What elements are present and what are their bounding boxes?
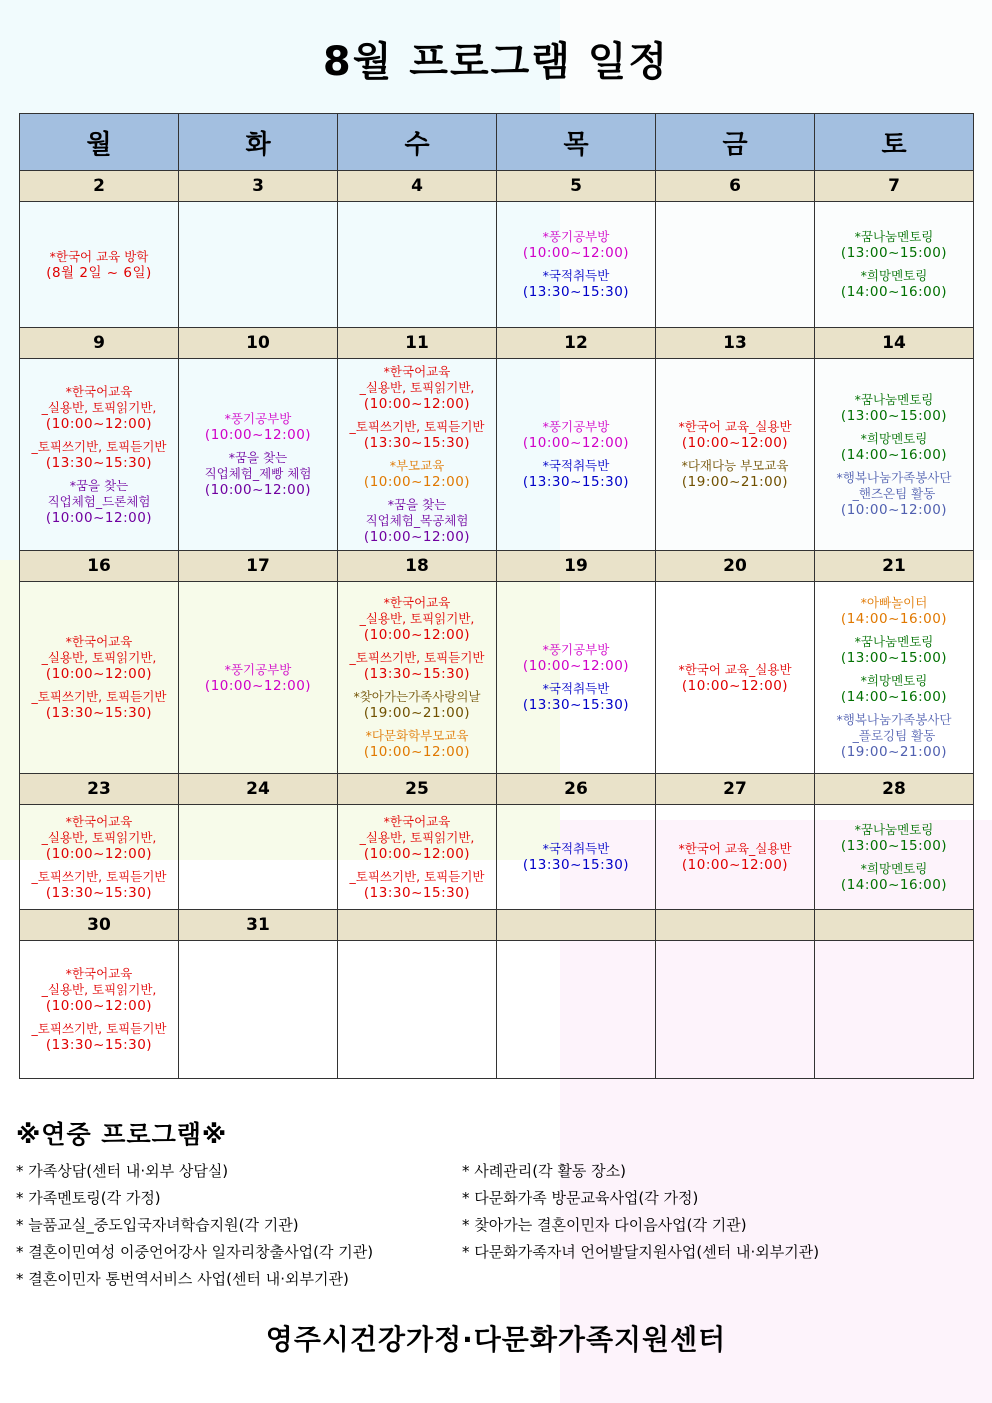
event-entry [523,229,629,261]
event-name: _토픽쓰기반, 토픽듣기반 [349,419,485,434]
year-round-item: * 다문화가족 방문교육사업(각 가정) [462,1189,699,1207]
event-time: (10:00~12:00) [363,845,471,862]
year-round-item: * 늘품교실_중도입국자녀학습지원(각 기관) [16,1216,299,1234]
event-time: (14:00~16:00) [840,446,948,463]
date-cell: 9 [20,328,179,359]
event-name: *희망멘토링 [860,430,928,446]
weekday-header: 목 [497,114,656,171]
day-cell [20,582,179,774]
date-cell: 17 [179,551,338,582]
event-name: *꿈을 찾는 [387,497,447,512]
event-entry [841,822,947,854]
year-round-item: * 결혼이민여성 이중언어강사 일자리창출사업(각 기관) [16,1243,374,1261]
day-cell [497,202,656,328]
year-round-title: ※연중 프로그램※ [16,1120,228,1149]
event-time: (10:00~12:00) [45,509,153,526]
event-name: _토픽쓰기반, 토픽듣기반 [31,868,167,884]
day-cell [338,359,497,551]
event-entry [841,595,947,627]
event-entry [205,411,311,443]
event-entry [32,869,167,901]
event-name: *풍기공부방 [224,411,292,426]
event-time: (10:00~12:00) [45,666,153,682]
event-time: (10:00~12:00) [204,482,312,498]
event-name: *한국어교육 [383,364,451,379]
event-entry [350,650,485,682]
date-cell: 12 [497,328,656,359]
event-time: (13:30~15:30) [45,1037,153,1053]
event-entry [523,419,629,451]
event-name: *다재다능 부모교육 [681,458,789,473]
event-time: (13:30~15:30) [45,884,153,901]
event-time: (8월 2일 ~ 6일) [46,264,152,281]
event-time: (10:00~12:00) [204,427,312,443]
events-row [20,202,974,328]
day-cell [497,941,656,1079]
event-entry [523,458,629,490]
event-entry [841,634,947,666]
page-title: 8월 프로그램 일정 [322,39,670,85]
event-name-line2: 직업체험_제빵 체험 [204,466,312,481]
date-cell: 4 [338,171,497,202]
event-entry [841,431,947,463]
event-name: *한국어교육 [65,966,133,981]
event-name: *희망멘토링 [860,860,928,876]
event-entry [42,634,157,682]
date-cell: 24 [179,774,338,805]
event-name: *꿈나눔멘토링 [854,229,934,244]
date-row [20,910,974,941]
event-name-line2: _실용반, 토픽읽기반, [359,611,475,626]
event-time: (10:00~12:00) [363,396,471,412]
event-entry [205,450,312,498]
year-round-item: * 가족상담(센터 내·외부 상담실) [16,1162,229,1180]
event-entry [678,419,791,451]
event-entry [841,861,947,893]
event-time: (10:00~12:00) [681,857,789,873]
date-row [20,551,974,582]
date-cell: 2 [20,171,179,202]
day-cell [656,805,815,910]
event-time: (13:30~15:30) [522,474,630,490]
event-name: *국적취득반 [542,841,610,856]
event-time: (10:00~12:00) [522,658,630,674]
event-name: *부모교육 [389,458,445,473]
day-cell [656,941,815,1079]
date-cell: 7 [815,171,974,202]
date-cell: 28 [815,774,974,805]
event-entry [42,814,157,862]
event-entry [523,681,629,713]
day-cell [179,359,338,551]
day-cell [20,359,179,551]
event-time: (10:00~12:00) [363,474,471,490]
day-cell [20,941,179,1079]
event-name: *꿈을 찾는 [228,450,288,465]
event-name: *행복나눔가족봉사단 [836,712,952,727]
event-time: (14:00~16:00) [840,876,948,893]
event-entry [32,689,167,721]
event-entry [841,673,947,705]
date-row [20,774,974,805]
day-cell [497,359,656,551]
date-cell: 30 [20,910,179,941]
day-cell [656,582,815,774]
event-time: (13:30~15:30) [363,884,471,901]
event-entry [678,662,791,694]
event-time: (13:30~15:30) [45,705,153,721]
event-name-line2: _실용반, 토픽읽기반, [41,982,157,997]
date-cell: 20 [656,551,815,582]
weekday-header: 토 [815,114,974,171]
event-time: (13:00~15:00) [840,407,948,424]
event-entry [841,268,947,300]
event-name: *국적취득반 [542,268,610,283]
event-name: *한국어 교육_실용반 [678,419,792,434]
event-time: (14:00~16:00) [840,611,948,627]
day-cell [815,941,974,1079]
event-name: *꿈나눔멘토링 [854,634,934,649]
event-name: *풍기공부방 [542,419,610,434]
event-name: _토픽쓰기반, 토픽듣기반 [31,689,167,704]
day-cell [656,202,815,328]
event-name-line2: _실용반, 토픽읽기반, [41,399,157,415]
event-name-line2: 직업체험_드론체험 [47,493,151,509]
day-cell [179,805,338,910]
year-round-item: * 다문화가족자녀 언어발달지원사업(센터 내·외부기관) [462,1243,820,1261]
date-cell: 21 [815,551,974,582]
day-cell [338,582,497,774]
event-entry [360,364,475,412]
day-cell [20,202,179,328]
event-name: *풍기공부방 [542,642,610,657]
event-name: *꿈나눔멘토링 [854,391,934,407]
event-time: (10:00~12:00) [522,435,630,451]
event-name-line2: _핸즈온팀 활동 [852,485,936,501]
date-cell: 3 [179,171,338,202]
date-cell: 11 [338,328,497,359]
day-cell [338,202,497,328]
event-name: *한국어 교육 방학 [49,248,149,264]
event-time: (19:00~21:00) [363,705,471,721]
event-entry [350,419,485,451]
event-time: (10:00~12:00) [522,245,630,261]
event-name-line2: _실용반, 토픽읽기반, [41,829,157,845]
event-time: (10:00~12:00) [45,998,153,1014]
event-name: *꿈나눔멘토링 [854,821,934,837]
monthly-calendar [19,113,974,1079]
date-cell: 23 [20,774,179,805]
weekday-header: 금 [656,114,815,171]
day-cell [656,359,815,551]
day-cell [179,941,338,1079]
event-entry [364,728,470,760]
event-entry [523,841,629,873]
event-name-line2: _실용반, 토픽읽기반, [359,829,475,845]
date-cell: 13 [656,328,815,359]
year-round-item: * 결혼이민자 통번역서비스 사업(센터 내·외부기관) [16,1270,349,1288]
date-cell [497,910,656,941]
day-cell [338,941,497,1079]
event-name: *행복나눔가족봉사단 [836,469,952,485]
event-entry [353,689,480,721]
event-name: *한국어교육 [383,595,451,610]
event-entry [32,1021,167,1053]
event-time: (13:30~15:30) [522,857,630,873]
event-time: (13:00~15:00) [840,650,948,666]
weekday-header: 수 [338,114,497,171]
day-cell [20,805,179,910]
event-name-line2: _실용반, 토픽읽기반, [41,650,157,665]
event-time: (10:00~12:00) [45,845,153,862]
event-time: (10:00~12:00) [681,435,789,451]
event-entry [42,966,157,1014]
date-cell: 19 [497,551,656,582]
date-cell: 5 [497,171,656,202]
event-entry [837,470,952,518]
event-entry [678,841,791,873]
date-cell: 26 [497,774,656,805]
event-name: _토픽쓰기반, 토픽듣기반 [349,650,485,665]
event-entry [523,642,629,674]
event-time: (10:00~12:00) [363,627,471,643]
year-round-item: * 찾아가는 결혼이민자 다이음사업(각 기관) [462,1216,747,1234]
event-time: (19:00~21:00) [840,744,948,760]
date-row [20,328,974,359]
event-name: *희망멘토링 [860,268,928,283]
event-name: *한국어교육 [65,813,133,829]
day-cell [497,805,656,910]
event-entry [32,439,167,471]
event-entry [360,595,475,643]
event-entry [841,229,947,261]
day-cell [815,805,974,910]
date-cell: 27 [656,774,815,805]
event-name-line2: _실용반, 토픽읽기반, [359,380,475,395]
event-name: _토픽쓰기반, 토픽듣기반 [31,438,167,454]
event-name: *꿈을 찾는 [69,477,129,493]
event-time: (10:00~12:00) [681,677,789,694]
event-time: (13:00~15:00) [840,245,948,261]
event-entry [42,384,157,432]
events-row [20,941,974,1079]
event-time: (14:00~16:00) [840,284,948,300]
event-entry [841,392,947,424]
day-cell [338,805,497,910]
event-name: *희망멘토링 [860,673,928,688]
event-name: *풍기공부방 [224,661,292,677]
event-time: (13:00~15:00) [840,837,948,854]
weekday-header: 월 [20,114,179,171]
event-entry [205,662,311,694]
event-name: *다문화학부모교육 [365,728,469,743]
event-name: *한국어교육 [383,813,451,829]
event-time: (13:30~15:30) [363,666,471,682]
event-name: *국적취득반 [542,458,610,473]
event-entry [360,814,475,862]
date-cell: 14 [815,328,974,359]
event-time: (10:00~12:00) [363,744,471,760]
organization-name: 영주시건강가정·다문화가족지원센터 [265,1323,727,1356]
event-time: (14:00~16:00) [840,689,948,705]
event-time: (19:00~21:00) [681,474,789,490]
event-entry [682,458,789,490]
event-entry [46,249,152,281]
day-cell [815,202,974,328]
events-row [20,805,974,910]
date-cell [656,910,815,941]
weekday-header-row [20,114,974,171]
day-cell [815,582,974,774]
event-time: (13:30~15:30) [522,284,630,300]
date-cell: 10 [179,328,338,359]
event-name-line2: 직업체험_목공체험 [365,513,469,528]
event-time: (10:00~12:00) [45,415,153,432]
year-round-item: * 가족멘토링(각 가정) [16,1189,161,1207]
event-time: (13:30~15:30) [363,435,471,451]
event-name: *풍기공부방 [542,229,610,244]
event-entry [523,268,629,300]
event-entry [364,497,470,545]
date-row [20,171,974,202]
day-cell [497,582,656,774]
event-entry [364,458,470,490]
events-row [20,359,974,551]
event-time: (13:30~15:30) [45,454,153,471]
event-name: *한국어교육 [65,383,133,399]
year-round-item: * 사례관리(각 활동 장소) [462,1162,626,1180]
event-name: _토픽쓰기반, 토픽듣기반 [31,1021,167,1036]
event-name: *한국어 교육_실용반 [678,661,792,677]
events-row [20,582,974,774]
day-cell [179,582,338,774]
event-time: (10:00~12:00) [363,529,471,545]
event-entry [350,869,485,901]
date-cell: 16 [20,551,179,582]
event-name: _토픽쓰기반, 토픽듣기반 [349,868,485,884]
event-name: *아빠놀이터 [860,595,928,610]
event-name: *한국어 교육_실용반 [678,841,792,856]
day-cell [179,202,338,328]
event-entry [46,478,152,526]
date-cell: 31 [179,910,338,941]
event-time: (10:00~12:00) [840,501,948,518]
event-time: (10:00~12:00) [204,677,312,694]
date-cell: 25 [338,774,497,805]
day-cell [815,359,974,551]
date-cell [338,910,497,941]
event-name: *한국어교육 [65,634,133,649]
weekday-header: 화 [179,114,338,171]
event-time: (13:30~15:30) [522,697,630,713]
event-name: *국적취득반 [542,681,610,696]
date-cell: 18 [338,551,497,582]
event-name: *찾아가는가족사랑의날 [353,689,481,704]
event-entry [837,712,952,760]
date-cell [815,910,974,941]
event-name-line2: _플로깅팀 활동 [852,728,936,743]
date-cell: 6 [656,171,815,202]
